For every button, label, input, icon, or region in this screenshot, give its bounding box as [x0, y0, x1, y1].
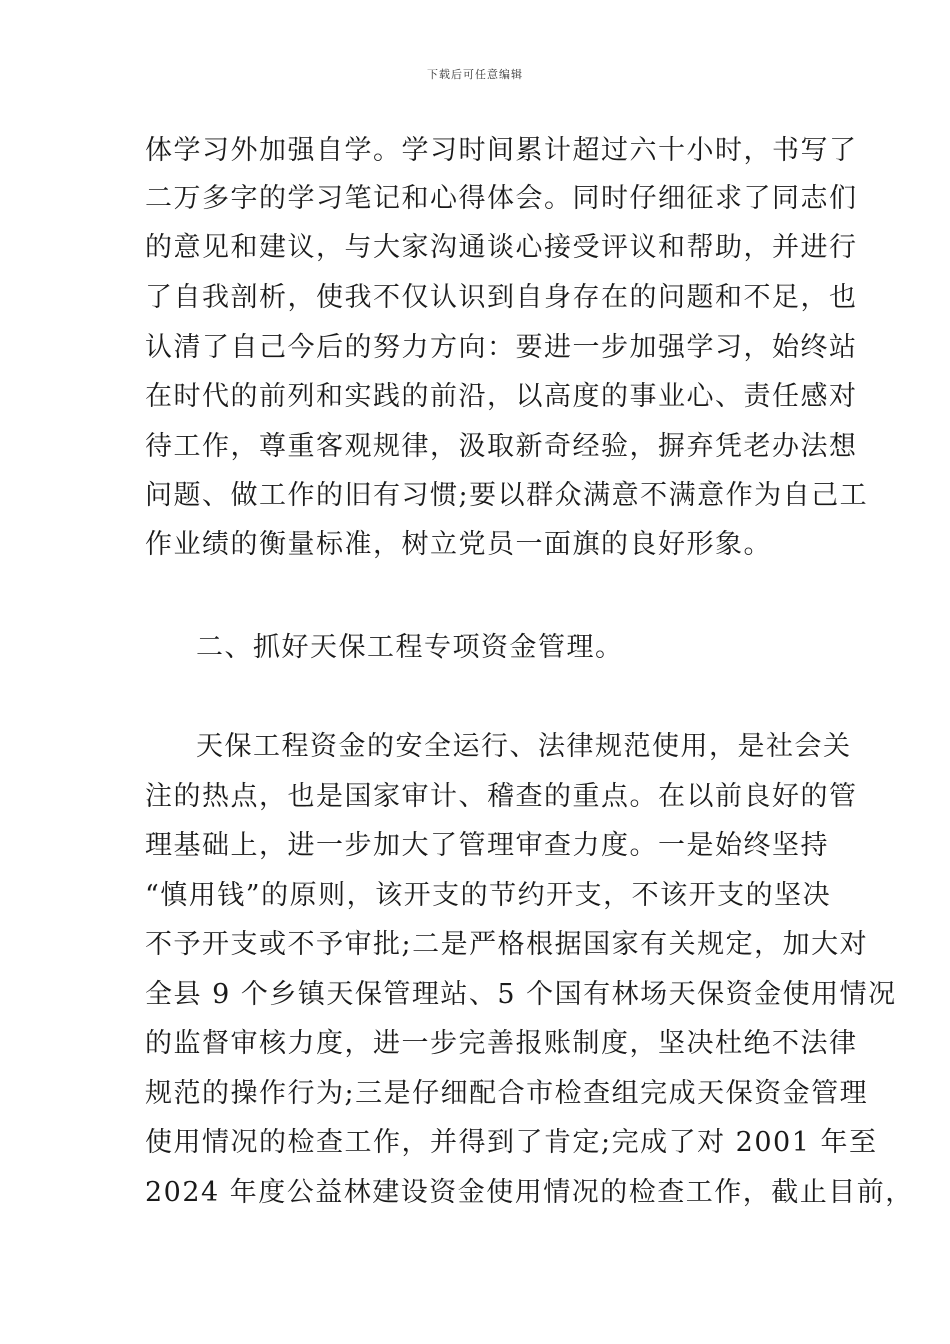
text-line: 全县 9 个乡镇天保管理站、5 个国有林场天保资金使用情况: [145, 979, 897, 1010]
text-line: 体学习外加强自学。学习时间累计超过六十小时，书写了: [145, 135, 858, 166]
text-line: 的意见和建议，与大家沟通谈心接受评议和帮助，并进行: [145, 232, 858, 263]
text-line: 注的热点，也是国家审计、稽查的重点。在以前良好的管: [145, 781, 858, 812]
text-line: 理基础上，进一步加大了管理审查力度。一是始终坚持: [145, 830, 829, 861]
section-heading: 二、抓好天保工程专项资金管理。: [196, 632, 624, 663]
text-line: 二万多字的学习笔记和心得体会。同时仔细征求了同志们: [145, 183, 858, 214]
text-line: 使用情况的检查工作，并得到了肯定;完成了对 2001 年至: [145, 1127, 878, 1158]
text-line: 在时代的前列和实践的前沿，以高度的事业心、责任感对: [145, 381, 858, 412]
text-line: 的监督审核力度，进一步完善报账制度，坚决杜绝不法律: [145, 1028, 858, 1059]
text-line: 问题、做工作的旧有习惯;要以群众满意不满意作为自己工: [145, 480, 869, 511]
text-line: 作业绩的衡量标准，树立党员一面旗的良好形象。: [145, 529, 772, 560]
text-line: 认清了自己今后的努力方向：要进一步加强学习，始终站: [145, 332, 858, 363]
text-line: 天保工程资金的安全运行、法律规范使用，是社会关: [196, 731, 852, 762]
text-line: 待工作，尊重客观规律，汲取新奇经验，摒弃凭老办法想: [145, 431, 858, 462]
text-line: 规范的操作行为;三是仔细配合市检查组完成天保资金管理: [145, 1078, 869, 1109]
page-header: 下载后可任意编辑: [427, 68, 523, 81]
text-line: 了自我剖析，使我不仅认识到自身存在的问题和不足，也: [145, 282, 858, 313]
text-line: 2024 年度公益林建设资金使用情况的检查工作，截止目前，: [145, 1177, 914, 1208]
text-line: 不予开支或不予审批;二是严格根据国家有关规定，加大对: [145, 929, 869, 960]
text-line: “慎用钱”的原则，该开支的节约开支，不该开支的坚决: [145, 880, 832, 911]
